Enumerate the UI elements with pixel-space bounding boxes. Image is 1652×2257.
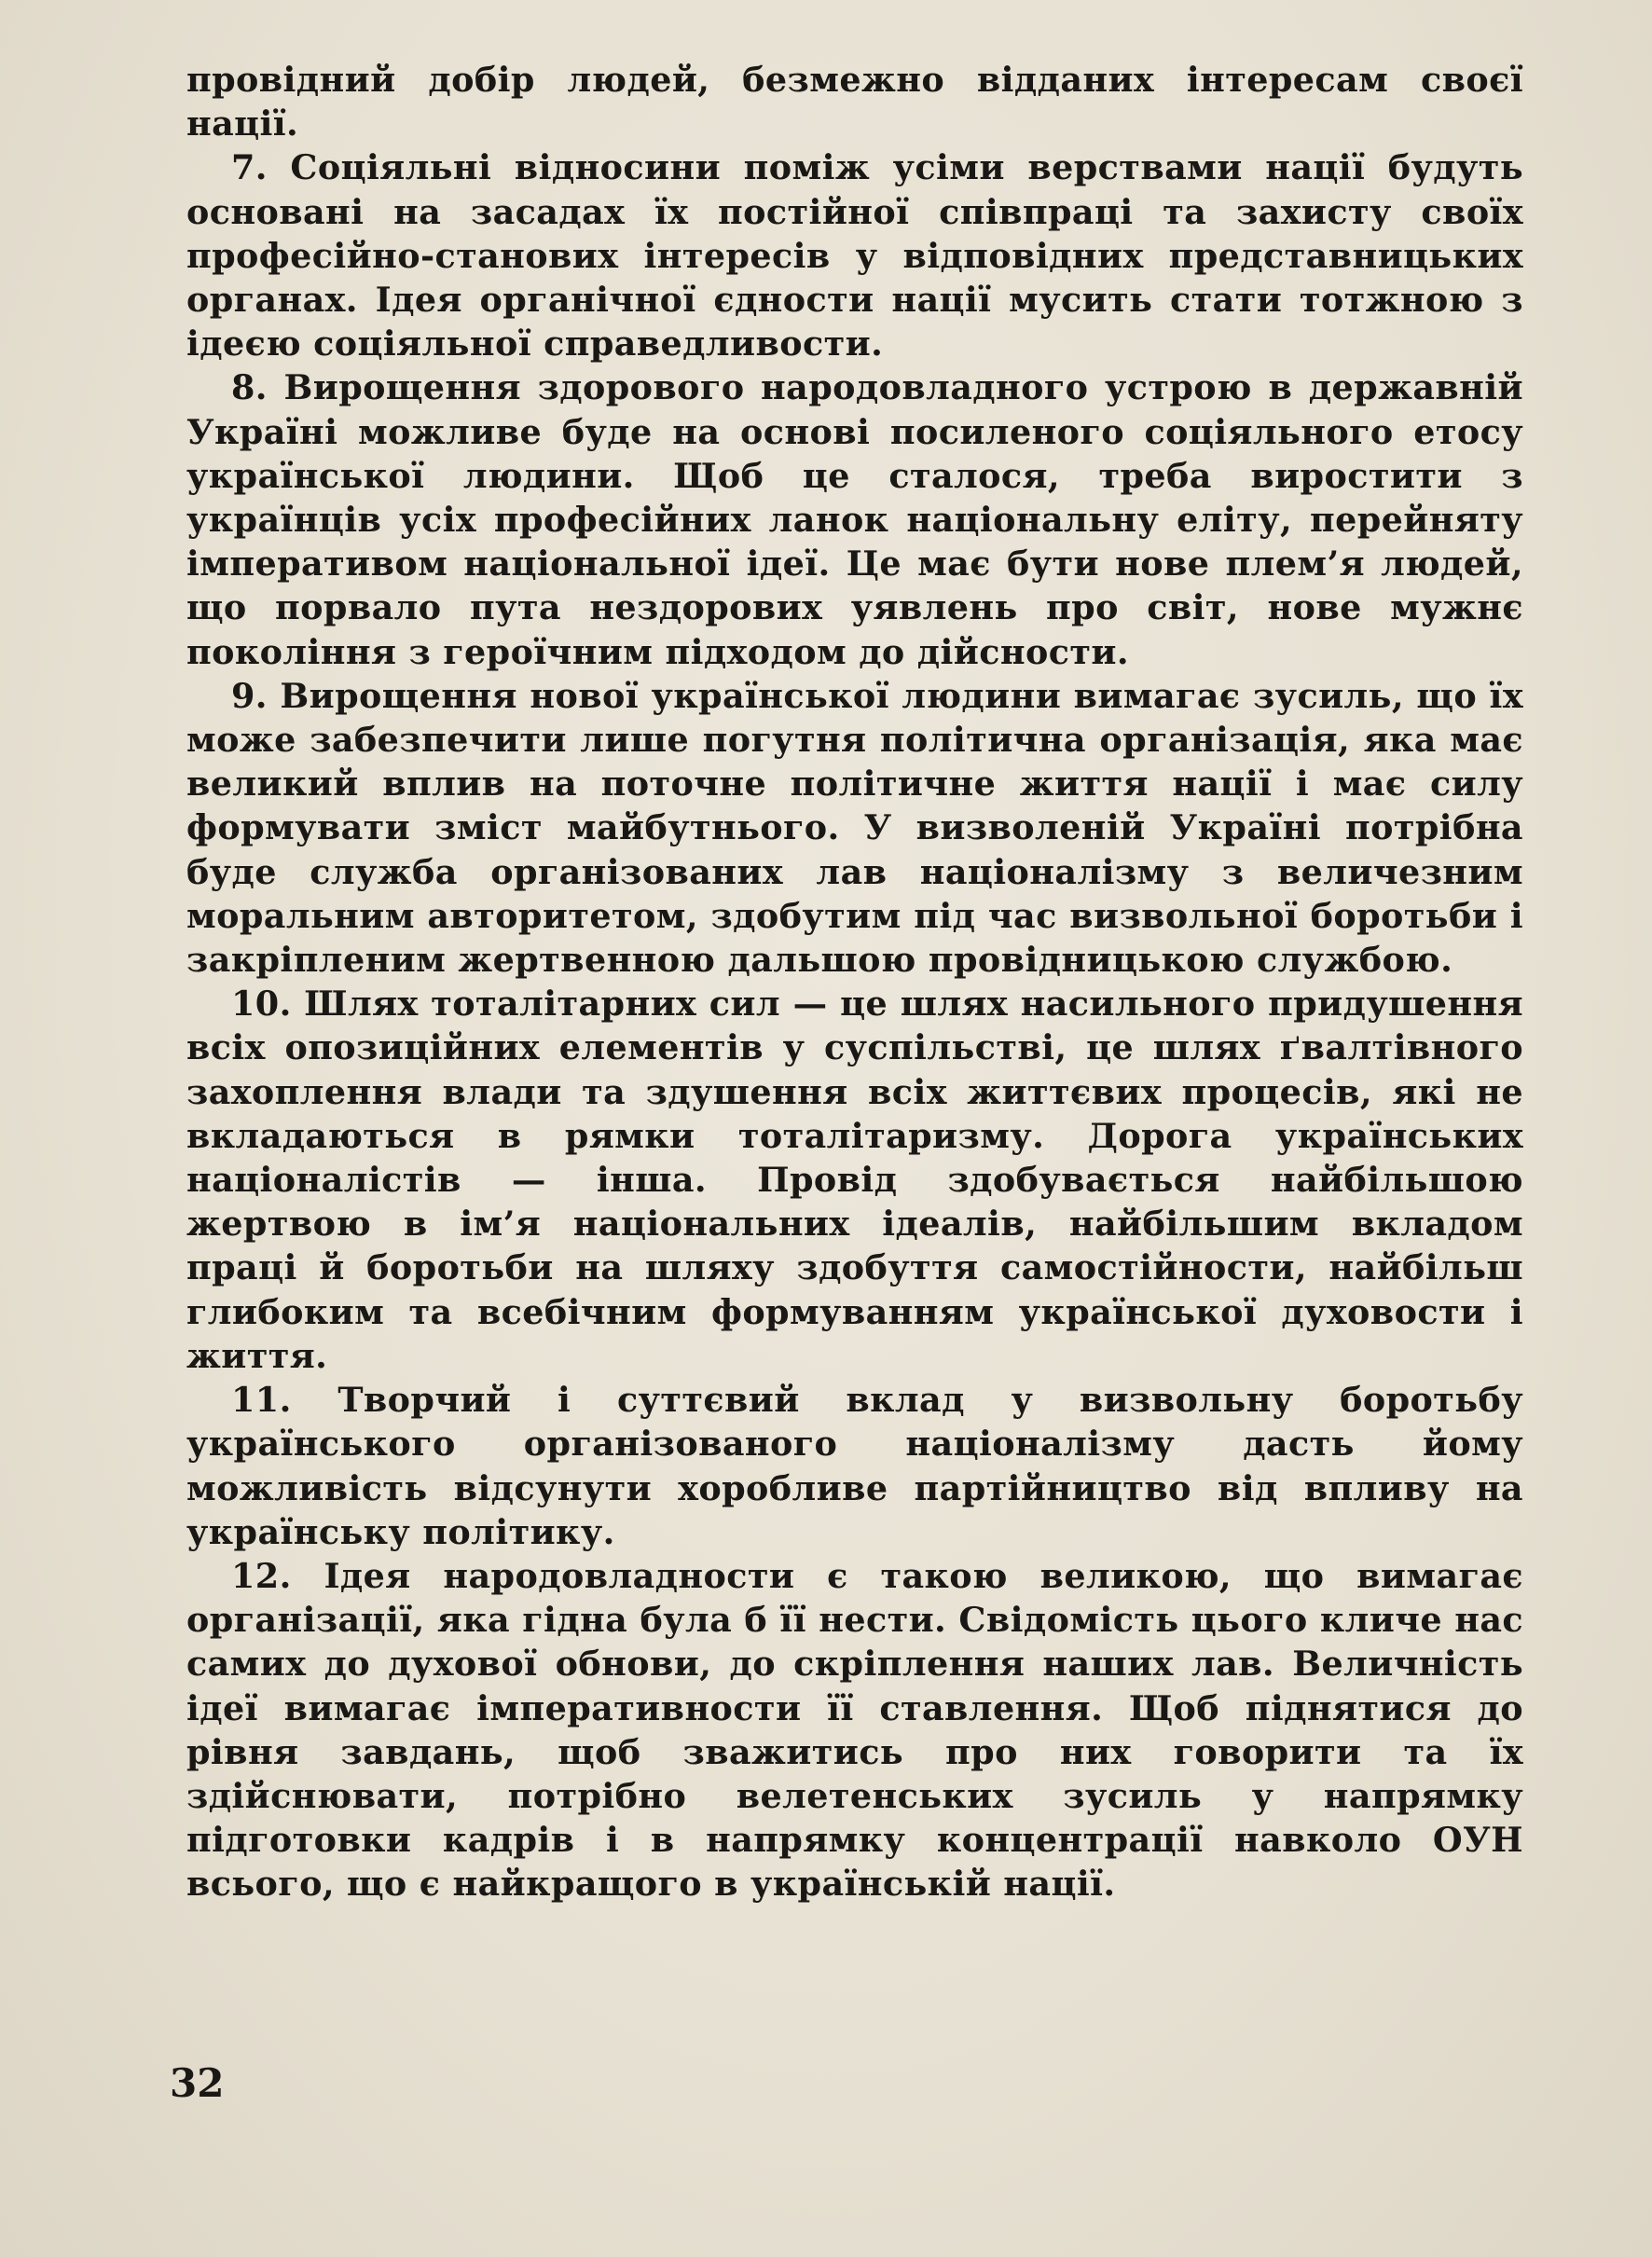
paragraph-11: 11. Творчий і суттєвий вклад у визвольну боротьбу українського організованого націоналізму дасть йому можливість відсунути хоробливе партійництво від впливу на українську політику.: [186, 1380, 1523, 1552]
paragraph-8: 8. Вирощення здорового народовладного устрою в державній Україні можливе буде на основі посиленого соціяльного етосу української людини. Щоб це сталося, треба виростити з українців усіх професійних ланок національну еліту, перейняту імперативом національної ідеї. Це має бути нове плем’я людей, що порвало пута нездорових уявлень про світ, нове мужнє покоління з героїчним підходом до дійсности.: [186, 367, 1523, 672]
paragraph-7: 7. Соціяльні відносини поміж усіми верствами нації будуть основані на засадах їх постійної співпраці та захисту своїх професійно-станових інтересів у відповідних представницьких органах. Ідея органічної єдности нації мусить стати тотжною з ідеєю соціяльної справедливости.: [186, 147, 1523, 365]
body-text: [186, 58, 1523, 1906]
page-number: 32: [170, 2060, 225, 2106]
paragraph-12: 12. Ідея народовладности є такою великою, що вимагає організації, яка гідна була б її нести. Свідомість цього кличе нас самих до духової обнови, до скріплення наших лав. Величність ідеї вимагає імперативности її ставлення. Щоб піднятися до рівня завдань, щоб зважитись про них говорити та їх здійснювати, потрібно велетенських зусиль у напрямку підготовки кадрів і в напрямку концентрації навколо ОУН всього, що є найкращого в українській нації.: [186, 1555, 1523, 1905]
paragraph-9: 9. Вирощення нової української людини вимагає зусиль, що їх може забезпечити лише погутня політична організація, яка має великий вплив на поточне політичне життя нації і має силу формувати зміст майбутнього. У визволеній Україні потрібна буде служба організованих лав націоналізму з величезним моральним авторитетом, здобутим під час визвольної боротьби і закріпленим жертвенною дальшою провідницькою службою.: [186, 675, 1523, 981]
paragraph-continuation: провідний добір людей, безмежно відданих інтересам своєї нації.: [186, 60, 1523, 145]
paragraph-10: 10. Шлях тоталітарних сил — це шлях насильного придушення всіх опозиційних елементів у суспільстві, це шлях ґвалтівного захоплення влади та здушення всіх життєвих процесів, які не вкладаються в рямки тоталітаризму. Дорога українських націоналістів — інша. Провід здобувається найбільшою жертвою в ім’я національних ідеалів, найбільшим вкладом праці й боротьби на шляху здобуття самостійности, найбільш глибоким та всебічним формуванням української духовости і життя.: [186, 984, 1523, 1376]
